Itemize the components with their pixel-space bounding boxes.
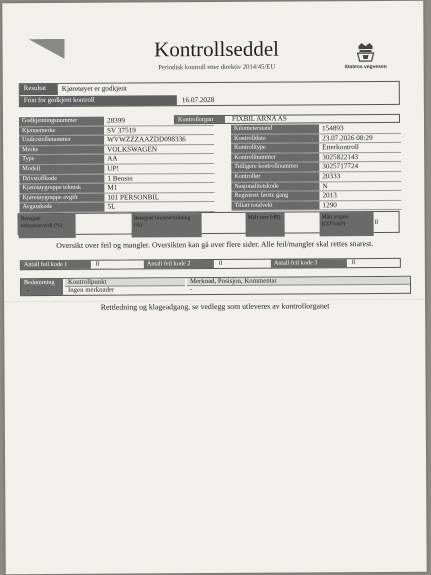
error-code-1-label: Antall feil kode 1 (21, 261, 91, 269)
control-field-value: 1290 (322, 201, 337, 210)
vehicle-field-value: VOLKSWAGEN (107, 145, 158, 154)
error-code-3-label: Antall feil kode 3 (271, 259, 347, 267)
crown-lion-emblem-icon (338, 42, 394, 64)
vehicle-field-value: 5L (107, 202, 116, 211)
brake-effect-label: Beregnet bremsevirkning (%) (132, 213, 202, 237)
control-field-label: Kilometerstand (231, 124, 319, 133)
control-field-value: N (322, 181, 328, 190)
vehicle-field-label: Kjøretøygruppe avgift (19, 193, 104, 202)
vehicle-field-label: Merke (19, 145, 104, 154)
control-org-label: Kontrollorgan (175, 116, 225, 123)
control-field-label: Tillatt totalvekt (231, 201, 319, 210)
page-title: Kontrollseddel (154, 36, 280, 62)
agency-name: Statens vegvesen (344, 63, 387, 71)
vehicle-field-value: 101 PERSONBIL (107, 193, 160, 202)
result-value: Kjøretøyet er godkjent (61, 84, 127, 93)
control-field-value: 154893 (322, 124, 344, 133)
findings-col-checkpoint: Kontrollpunkt (65, 278, 185, 287)
findings-row-assessment: - (26, 287, 30, 295)
vehicle-field-value: 28399 (106, 116, 125, 125)
vehicle-info-table (19, 116, 215, 213)
findings-col-comment: Merknad, Posisjon, Kommentar (187, 277, 410, 286)
vehicle-field-label: Type (19, 155, 104, 164)
control-info-table (231, 124, 402, 211)
footer-guidance-notice: Rettledning og klageadgang, se vedlegg som utleveres av kontrollorganet (100, 301, 330, 312)
vehicle-field-value: AA (107, 154, 118, 164)
control-field-label: Registrert første gang (231, 192, 319, 201)
fold-corner-mark (28, 39, 64, 59)
control-field-row (231, 201, 401, 212)
deadline-label: Frist for godkjent kontroll (20, 95, 177, 106)
findings-col-assessment: Bedømming (21, 279, 63, 295)
error-code-2-value: 0 (218, 259, 223, 267)
page-subtitle: Periodisk kontroll etter direktiv 2014/45/EU (158, 63, 276, 72)
vehicle-field-value: WVWZZZAAZDD098336 (107, 135, 186, 144)
control-field-value: 2013 (322, 191, 337, 200)
noise-value (283, 216, 319, 228)
findings-row-comment: - (189, 286, 193, 294)
vehicle-field-label: Avgasskode (19, 203, 104, 212)
control-field-value: 20333 (322, 172, 341, 181)
deadline-value: 16.07.2028 (181, 95, 215, 105)
vehicle-field-value: SV 37519 (107, 126, 136, 135)
error-code-2-label: Antall feil kode 2 (144, 260, 214, 268)
vehicle-field-value: 1 Bensin (107, 174, 133, 183)
agency-logo (338, 42, 394, 72)
vehicle-field-label: Godkjenningsnummer (19, 117, 104, 126)
control-field-label: Tidligere kontrollnummer (231, 163, 319, 172)
error-code-3-value: 0 (351, 259, 356, 267)
vehicle-field-label: Kjøretøygruppe teknisk (19, 184, 104, 193)
control-field-label: Kontrolltype (231, 144, 319, 153)
noise-label: Målt støy (dB) (246, 213, 285, 237)
control-org-value: FIXBIL ARNA AS (231, 114, 287, 123)
control-field-label: Kontrollør (231, 172, 319, 181)
vehicle-field-label: Modell (19, 165, 104, 174)
control-field-value: 23.07.2026 08:29 (322, 133, 373, 142)
exhaust-label: Målt avgass (CO%/m³) (320, 212, 374, 236)
control-field-label: Kontrollnummer (231, 153, 319, 162)
error-code-1-value: 0 (95, 260, 100, 268)
vehicle-field-value: M1 (107, 183, 118, 192)
result-label: Resultat (20, 84, 58, 95)
reference-value-label: Beregnet referanseverdi (%) (19, 214, 76, 238)
vehicle-field-value: UP! (107, 164, 119, 173)
control-field-value: 3025822143 (322, 152, 359, 162)
exhaust-value: 0 (374, 217, 379, 227)
inspection-sheet (2, 1, 426, 575)
brake-effect-value (200, 217, 245, 229)
control-field-value: Etterkontroll (322, 143, 359, 152)
control-field-label: Nasjonalitetskode (231, 182, 319, 191)
vehicle-field-label: Understellsnummer (19, 136, 104, 145)
reference-value (74, 218, 132, 230)
findings-row-checkpoint: Ingen merknader (67, 286, 115, 294)
vehicle-field-label: Kjennemerke (19, 126, 104, 135)
defects-overview-notice: Oversikt over feil og mangler. Oversikten kan gå over flere sider. Alle feil/mangler skal rettes snarest. (56, 239, 374, 250)
vehicle-field-label: Drivstoffkode (19, 174, 104, 183)
control-field-label: Kontrolldato (231, 134, 319, 143)
control-field-value: 3025717724 (322, 162, 359, 171)
